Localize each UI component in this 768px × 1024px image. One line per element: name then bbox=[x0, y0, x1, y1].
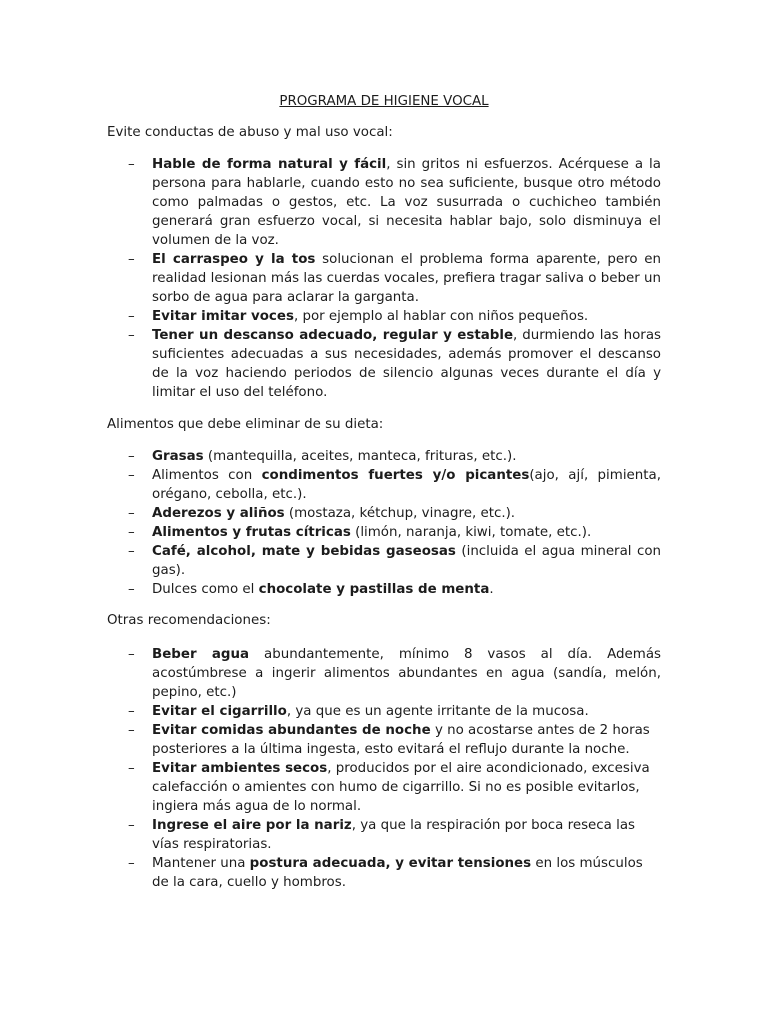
emphasis-text: Evitar imitar voces bbox=[152, 309, 294, 324]
bullet-dash: – bbox=[128, 704, 135, 719]
list-item-text bbox=[152, 326, 661, 402]
bullet-dash: – bbox=[128, 309, 135, 324]
list-item-text bbox=[152, 250, 661, 307]
section-intro-other: Otras recomendaciones: bbox=[107, 613, 271, 628]
section-intro-abuse: Evite conductas de abuso y mal uso vocal: bbox=[107, 125, 393, 140]
list-item bbox=[128, 542, 661, 580]
emphasis-text: Café, alcohol, mate y bebidas gaseosas bbox=[152, 544, 456, 559]
bullet-dash: – bbox=[128, 818, 135, 833]
emphasis-text: Evitar comidas abundantes de noche bbox=[152, 723, 431, 738]
body-text: (mantequilla, aceites, manteca, frituras, etc.). bbox=[203, 449, 517, 464]
list-item-text bbox=[152, 447, 661, 466]
list-item bbox=[128, 721, 661, 759]
list-item bbox=[128, 523, 661, 542]
bullet-dash: – bbox=[128, 506, 135, 521]
body-text: , por ejemplo al hablar con niños pequeños. bbox=[293, 309, 589, 324]
list-item-text bbox=[152, 504, 661, 523]
list-item bbox=[128, 447, 661, 466]
body-text: solucionan el problema forma aparente, pero en realidad lesionan más las cuerdas vocales, prefiera tragar saliva o beber un sorbo de agua para aclarar la garganta. bbox=[152, 252, 661, 305]
section-intro-diet: Alimentos que debe eliminar de su dieta: bbox=[107, 417, 384, 432]
list-item-text bbox=[152, 307, 661, 326]
body-text: (mostaza, kétchup, vinagre, etc.). bbox=[284, 506, 516, 521]
list-other bbox=[128, 645, 661, 892]
list-item-text bbox=[152, 645, 661, 702]
body-text: , sin gritos ni esfuerzos. Acérquese a la persona para hablarle, cuando esto no sea suficiente, busque otro método como palmadas o gestos, etc. La voz susurrada o cuchicheo también generará gran esfuerzo vocal, si necesita hablar bajo, solo disminuya el volumen de la voz. bbox=[152, 157, 661, 248]
bullet-dash: – bbox=[128, 856, 135, 871]
list-diet bbox=[128, 447, 661, 599]
list-item-text bbox=[152, 816, 661, 854]
list-item bbox=[128, 816, 661, 854]
emphasis-text: Evitar el cigarrillo bbox=[152, 704, 287, 719]
emphasis-text: Alimentos y frutas cítricas bbox=[152, 525, 351, 540]
emphasis-text: Grasas bbox=[152, 449, 204, 464]
list-item-text bbox=[152, 854, 661, 892]
body-text: Dulces como el bbox=[152, 582, 259, 597]
emphasis-text: Evitar ambientes secos bbox=[152, 761, 328, 776]
body-text: (incluida el agua mineral con gas). bbox=[152, 544, 662, 578]
bullet-dash: – bbox=[128, 544, 135, 559]
list-item-text bbox=[152, 721, 661, 759]
emphasis-text: El carraspeo y la tos bbox=[152, 252, 316, 267]
list-item bbox=[128, 307, 661, 326]
bullet-dash: – bbox=[128, 647, 135, 662]
list-item bbox=[128, 155, 661, 250]
list-item bbox=[128, 504, 661, 523]
body-text: . bbox=[489, 582, 494, 597]
body-text: Mantener una bbox=[152, 856, 250, 871]
body-text: Alimentos con bbox=[152, 468, 262, 483]
bullet-dash: – bbox=[128, 157, 135, 172]
emphasis-text: postura adecuada, y evitar tensiones bbox=[249, 856, 532, 871]
body-text: abundantemente, mínimo 8 vasos al día. Además acostúmbrese a ingerir alimentos abundantes en agua (sandía, melón, pepino, etc.) bbox=[152, 647, 661, 700]
list-item bbox=[128, 326, 661, 402]
bullet-dash: – bbox=[128, 252, 135, 267]
list-abuse bbox=[128, 155, 661, 402]
emphasis-text: Hable de forma natural y fácil bbox=[152, 157, 387, 172]
list-item bbox=[128, 645, 661, 702]
body-text: (ajo, ají, pimienta, orégano, cebolla, etc.). bbox=[152, 468, 661, 502]
document-title: PROGRAMA DE HIGIENE VOCAL bbox=[279, 94, 489, 109]
list-item-text bbox=[152, 702, 661, 721]
emphasis-text: chocolate y pastillas de menta bbox=[258, 582, 490, 597]
list-item-text bbox=[152, 542, 661, 580]
list-item-text bbox=[152, 523, 661, 542]
body-text: , ya que es un agente irritante de la mucosa. bbox=[286, 704, 589, 719]
body-text: , durmiendo las horas suficientes adecuadas a sus necesidades, además promover el descanso de la voz haciendo periodos de silencio algunas veces durante el día y limitar el uso del teléfono. bbox=[152, 328, 661, 400]
list-item bbox=[128, 854, 661, 892]
body-text: y no acostarse antes de 2 horas posteriores a la última ingesta, esto evitará el reflujo durante la noche. bbox=[152, 723, 650, 757]
emphasis-text: Tener un descanso adecuado, regular y estable bbox=[152, 328, 514, 343]
list-item bbox=[128, 250, 661, 307]
list-item bbox=[128, 580, 661, 599]
emphasis-text: Ingrese el aire por la nariz bbox=[152, 818, 352, 833]
body-text: , producidos por el aire acondicionado, excesiva calefacción o amientes con humo de cigarrillo. Si no es posible evitarlos, ingiera más agua de lo normal. bbox=[152, 761, 650, 814]
emphasis-text: Aderezos y aliños bbox=[152, 506, 285, 521]
body-text: en los músculos de la cara, cuello y hombros. bbox=[152, 856, 643, 890]
emphasis-text: Beber agua bbox=[152, 647, 250, 662]
body-text: , ya que la respiración por boca reseca las vías respiratorias. bbox=[152, 818, 636, 852]
list-item-text bbox=[152, 759, 661, 816]
list-item bbox=[128, 466, 661, 504]
bullet-dash: – bbox=[128, 525, 135, 540]
list-item-text bbox=[152, 466, 661, 504]
bullet-dash: – bbox=[128, 328, 135, 343]
list-item-text bbox=[152, 155, 661, 250]
bullet-dash: – bbox=[128, 468, 135, 483]
list-item bbox=[128, 759, 661, 816]
list-item bbox=[128, 702, 661, 721]
body-text: (limón, naranja, kiwi, tomate, etc.). bbox=[350, 525, 592, 540]
bullet-dash: – bbox=[128, 449, 135, 464]
list-item-text bbox=[152, 580, 661, 599]
bullet-dash: – bbox=[128, 582, 135, 597]
bullet-dash: – bbox=[128, 761, 135, 776]
emphasis-text: condimentos fuertes y/o picantes bbox=[261, 468, 530, 483]
bullet-dash: – bbox=[128, 723, 135, 738]
